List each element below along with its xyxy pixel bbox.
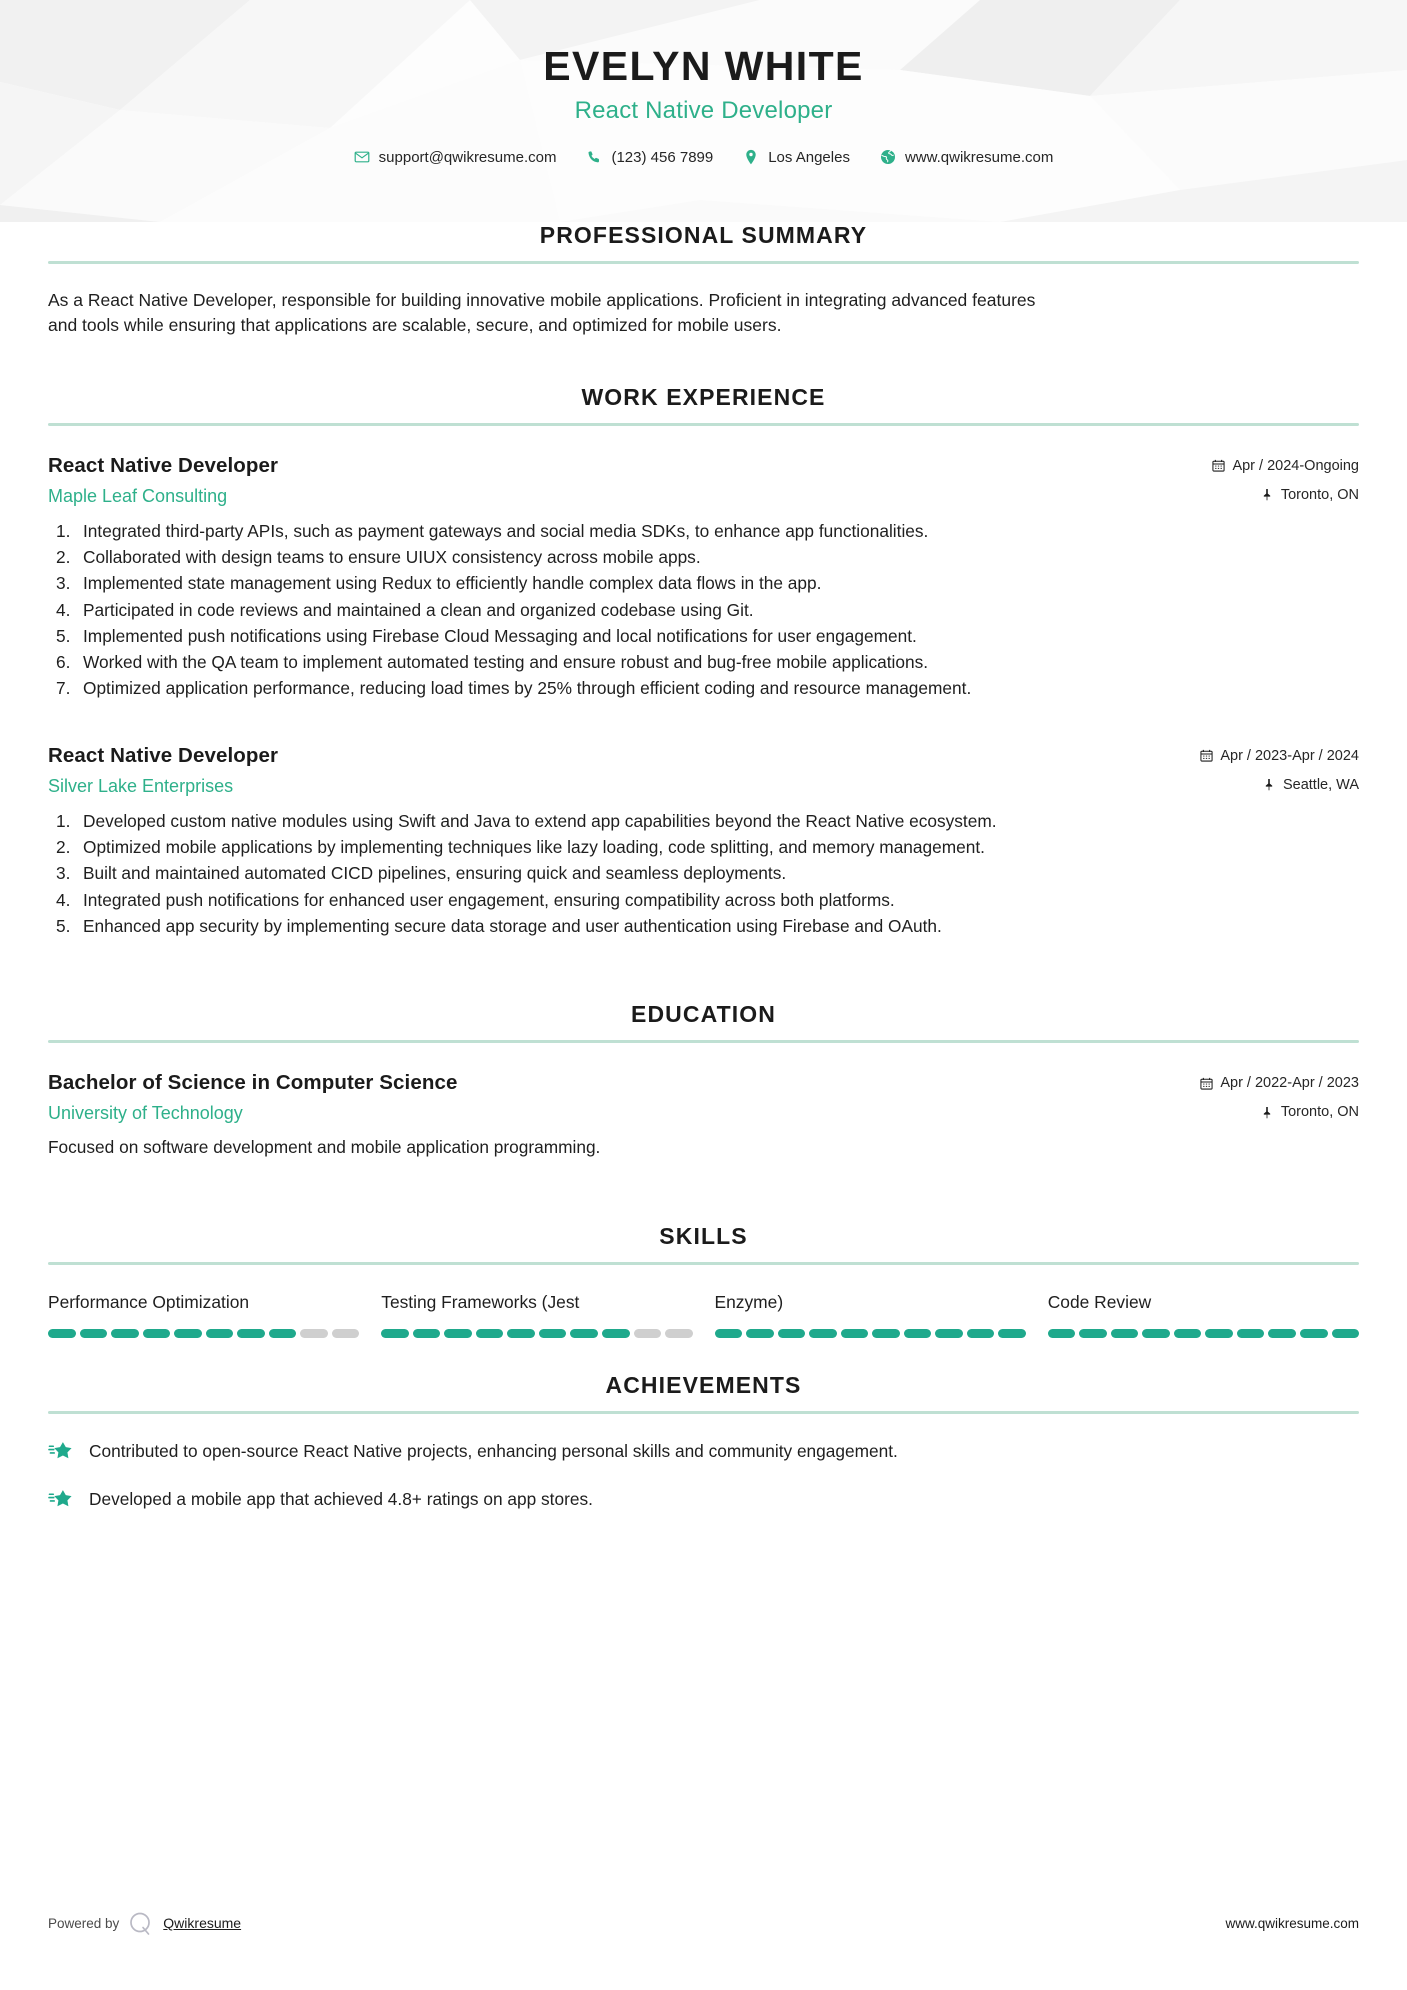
achievement-item [48,1438,1359,1464]
skill-level-segment [1048,1329,1076,1338]
calendar-icon [1200,749,1213,762]
section-divider [48,423,1359,426]
contact-website[interactable] [865,149,1068,166]
section-divider [48,1262,1359,1265]
skill-level-segment [1111,1329,1139,1338]
skill-level-bar [381,1329,692,1338]
experience-entry-head [48,454,1359,507]
experience-dates-text: Apr / 2024-Ongoing [1232,457,1359,474]
experience-bullets [48,518,1359,702]
skill-label: Enzyme) [714,1292,784,1312]
experience-company: Maple Leaf Consulting [48,485,228,506]
skill-item [48,1291,359,1338]
skill-level-segment [269,1329,297,1338]
skill-level-segment [48,1329,76,1338]
experience-bullet: Participated in code reviews and maintained a clean and organized codebase using Git. [83,599,754,620]
education-location [1200,1104,1359,1120]
spacer [48,338,1359,384]
star-badge-icon [48,1439,73,1464]
skill-level-segment [300,1329,328,1338]
skill-level-segment [237,1329,265,1338]
skill-level-segment [602,1329,630,1338]
footer-brand-link[interactable]: Qwikresume [163,1915,242,1931]
skill-label: Code Review [1047,1292,1152,1312]
pin-icon [1261,1106,1274,1119]
section-title-skills: SKILLS [659,1223,748,1249]
skill-level-segment [746,1329,774,1338]
experience-bullet: Implemented push notifications using Firebase Cloud Messaging and local notifications for user engagement. [83,625,917,646]
skill-level-segment [967,1329,995,1338]
skill-level-segment [206,1329,234,1338]
skill-level-segment [111,1329,139,1338]
section-title-summary: PROFESSIONAL SUMMARY [539,222,868,248]
experience-role: React Native Developer [48,743,279,767]
experience-bullet: Developed custom native modules using Swift and Java to extend app capabilities beyond the React Native ecosystem. [83,810,997,831]
contact-row [0,149,1407,166]
phone-icon [586,149,602,165]
skill-item [715,1291,1026,1338]
experience-location-text: Toronto, ON [1280,486,1359,503]
skill-level-segment [1237,1329,1265,1338]
skill-level-segment [570,1329,598,1338]
section-divider [48,261,1359,264]
page-footer [48,1910,1359,1936]
skill-level-segment [1300,1329,1328,1338]
section-professional-summary [48,222,1359,338]
skill-level-segment [715,1329,743,1338]
skill-level-segment [634,1329,662,1338]
experience-bullet: Optimized application performance, reducing load times by 25% through efficient coding and resource management. [83,678,972,699]
section-divider [48,1040,1359,1043]
contact-location[interactable] [728,149,865,166]
skill-level-segment [1079,1329,1107,1338]
education-degree: Bachelor of Science in Computer Science [48,1071,458,1095]
contact-email[interactable] [339,149,572,166]
experience-entry [48,454,1359,702]
section-title-experience: WORK EXPERIENCE [581,383,826,410]
education-dates-text: Apr / 2022-Apr / 2023 [1220,1075,1359,1092]
skills-grid [48,1291,1359,1338]
spacer [48,1161,1359,1223]
experience-bullet: Collaborated with design teams to ensure UIUX consistency across mobile apps. [83,546,701,567]
skill-level-segment [80,1329,108,1338]
achievements-list [48,1438,1359,1512]
experience-bullets [48,808,1359,939]
candidate-job-title: React Native Developer [574,96,833,124]
contact-location-text: Los Angeles [768,148,850,166]
skill-level-bar [48,1329,359,1338]
contact-phone-text: (123) 456 7899 [611,148,714,166]
skill-level-segment [904,1329,932,1338]
experience-location [1200,777,1359,793]
skill-level-segment [665,1329,693,1338]
section-title-education: EDUCATION [631,1001,776,1028]
footer-website[interactable]: www.qwikresume.com [1225,1915,1359,1931]
experience-bullet: Worked with the QA team to implement automated testing and ensure robust and bug-free mobile applications. [83,652,929,673]
experience-bullet: Integrated third-party APIs, such as payment gateways and social media SDKs, to enhance app functionalities. [83,520,929,541]
experience-bullet: Optimized mobile applications by implementing techniques like lazy loading, code splitting, and memory management. [83,836,985,857]
calendar-icon [1212,459,1225,472]
section-title-achievements: ACHIEVEMENTS [605,1372,802,1398]
skill-level-segment [174,1329,202,1338]
skill-level-segment [332,1329,360,1338]
skill-item [1048,1291,1359,1338]
globe-icon [880,149,896,165]
footer-powered-by [48,1910,241,1936]
skill-level-segment [841,1329,869,1338]
section-education [48,1001,1359,1161]
skill-level-segment [1268,1329,1296,1338]
section-work-experience [48,384,1359,939]
summary-text: As a React Native Developer, responsible for building innovative mobile applications. Proficient in integrating advanced features and tools while ensuring that applications are scalable, secure, and optimized for mobile users. [48,290,1036,335]
achievement-text: Developed a mobile app that achieved 4.8+ ratings on app stores. [89,1489,593,1510]
contact-website-text: www.qwikresume.com [904,148,1054,166]
envelope-icon [354,149,370,165]
experience-location [1212,487,1359,503]
achievement-text: Contributed to open-source React Native projects, enhancing personal skills and community engagement. [89,1441,898,1461]
skill-level-segment [413,1329,441,1338]
skill-level-segment [872,1329,900,1338]
experience-location-text: Seattle, WA [1282,776,1359,793]
pin-icon [1263,778,1276,791]
skill-level-segment [1205,1329,1233,1338]
achievement-item [48,1486,1359,1512]
experience-dates [1200,748,1359,764]
skill-level-segment [381,1329,409,1338]
skill-label: Performance Optimization [48,1292,250,1312]
skill-level-bar [715,1329,1026,1338]
skill-level-segment [809,1329,837,1338]
resume-body [0,222,1407,1512]
experience-entry-head [48,744,1359,797]
skill-label: Testing Frameworks (Jest [381,1292,580,1312]
resume-header [0,0,1407,222]
star-badge-icon [48,1487,73,1512]
skill-level-segment [935,1329,963,1338]
section-achievements [48,1372,1359,1512]
education-entry-head [48,1071,1359,1124]
education-location-text: Toronto, ON [1280,1104,1359,1121]
skill-level-segment [444,1329,472,1338]
skill-level-segment [143,1329,171,1338]
skill-level-segment [1332,1329,1360,1338]
spacer [48,939,1359,1001]
education-entry [48,1071,1359,1161]
section-skills [48,1223,1359,1338]
candidate-name: EVELYN WHITE [543,43,864,89]
spacer [48,1338,1359,1372]
experience-bullet: Implemented state management using Redux to efficiently handle complex data flows in the app. [83,573,822,594]
experience-dates-text: Apr / 2023-Apr / 2024 [1220,747,1359,764]
skill-level-segment [1174,1329,1202,1338]
contact-email-text: support@qwikresume.com [378,148,557,166]
skill-level-segment [539,1329,567,1338]
experience-role: React Native Developer [48,453,279,477]
education-note: Focused on software development and mobile application programming. [48,1137,601,1158]
skill-level-segment [998,1329,1026,1338]
experience-entry [48,744,1359,939]
education-school: University of Technology [48,1103,243,1124]
experience-bullet: Integrated push notifications for enhanced user engagement, ensuring compatibility across both platforms. [83,889,895,910]
pin-icon [1261,488,1274,501]
section-divider [48,1411,1359,1414]
experience-bullet: Built and maintained automated CICD pipelines, ensuring quick and seamless deployments. [83,863,787,884]
footer-powered-by-label: Powered by [48,1915,120,1931]
calendar-icon [1200,1077,1213,1090]
location-pin-icon [743,149,759,165]
skill-level-segment [476,1329,504,1338]
skill-level-segment [778,1329,806,1338]
education-dates [1200,1075,1359,1091]
experience-bullet: Enhanced app security by implementing secure data storage and user authentication using Firebase and OAuth. [83,915,942,936]
qwikresume-logo-icon [128,1910,154,1936]
skill-level-segment [507,1329,535,1338]
experience-company: Silver Lake Enterprises [48,775,234,796]
skill-item [381,1291,692,1338]
contact-phone[interactable] [571,149,728,166]
skill-level-bar [1048,1329,1359,1338]
skill-level-segment [1142,1329,1170,1338]
experience-dates [1212,458,1359,474]
